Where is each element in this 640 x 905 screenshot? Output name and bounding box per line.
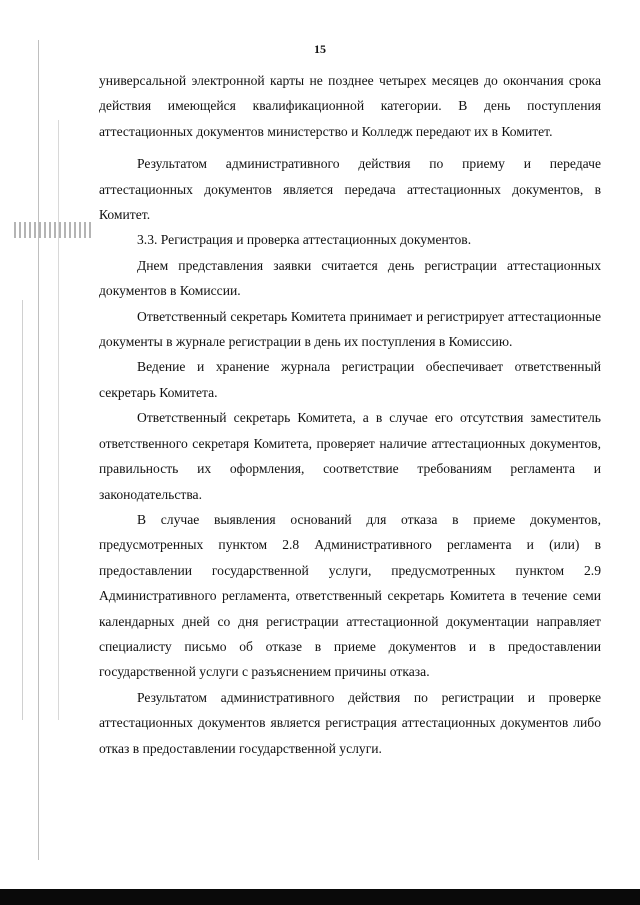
page-number: 15 [314, 42, 326, 56]
scan-edge-artifacts [0, 0, 70, 905]
paragraph-application-date: Днем представления заявки считается день регистрации аттестационных документов в Комиссии. [99, 257, 601, 299]
scan-noise-artifact [14, 222, 94, 238]
paragraph-continuation: универсальной электронной карты не позднее четырех месяцев до окончания срока действия имеющейся квалификационной категории. В день поступления аттестационных документов министерство и Колледж передают их в Комитет. [99, 73, 601, 139]
paragraph-refusal-grounds: В случае выявления оснований для отказа в приеме документов, предусмотренных пунктом 2.8 Административного регламента и (или) в предоставлении государственной услуги, предусмотренных пунктом 2.9 Административного регламента, ответственный секретарь Комитета в течение семи календарных дней со дня регистрации аттестационной документации направляет специалисту письмо об отказе в приеме документов и в предоставлении государственной услуги с разъяснением причины отказа. [99, 511, 601, 680]
document-body [99, 68, 601, 761]
scan-bottom-border [0, 889, 640, 905]
paragraph-result-registration: Результатом административного действия по регистрации и проверке аттестационных документов является регистрация аттестационных документов либо отказ в предоставлении государственной услуги. [99, 689, 601, 756]
paragraph-journal-keeping: Ведение и хранение журнала регистрации обеспечивает ответственный секретарь Комитета. [99, 359, 601, 400]
paragraph-secretary-checks: Ответственный секретарь Комитета, а в случае его отсутствия заместитель ответственного секретаря Комитета, проверяет наличие аттестационных документов, правильность их оформления, соответствие требованиям регламента и законодательства. [99, 410, 601, 502]
paragraph-secretary-registers: Ответственный секретарь Комитета принимает и регистрирует аттестационные документы в журнале регистрации в день их поступления в Комиссию. [99, 308, 601, 350]
paragraph-result-transfer: Результатом административного действия по приему и передаче аттестационных документов является передача аттестационных документов, в Комитет. [99, 156, 601, 223]
section-heading-3-3: 3.3. Регистрация и проверка аттестационных документов. [137, 232, 472, 248]
